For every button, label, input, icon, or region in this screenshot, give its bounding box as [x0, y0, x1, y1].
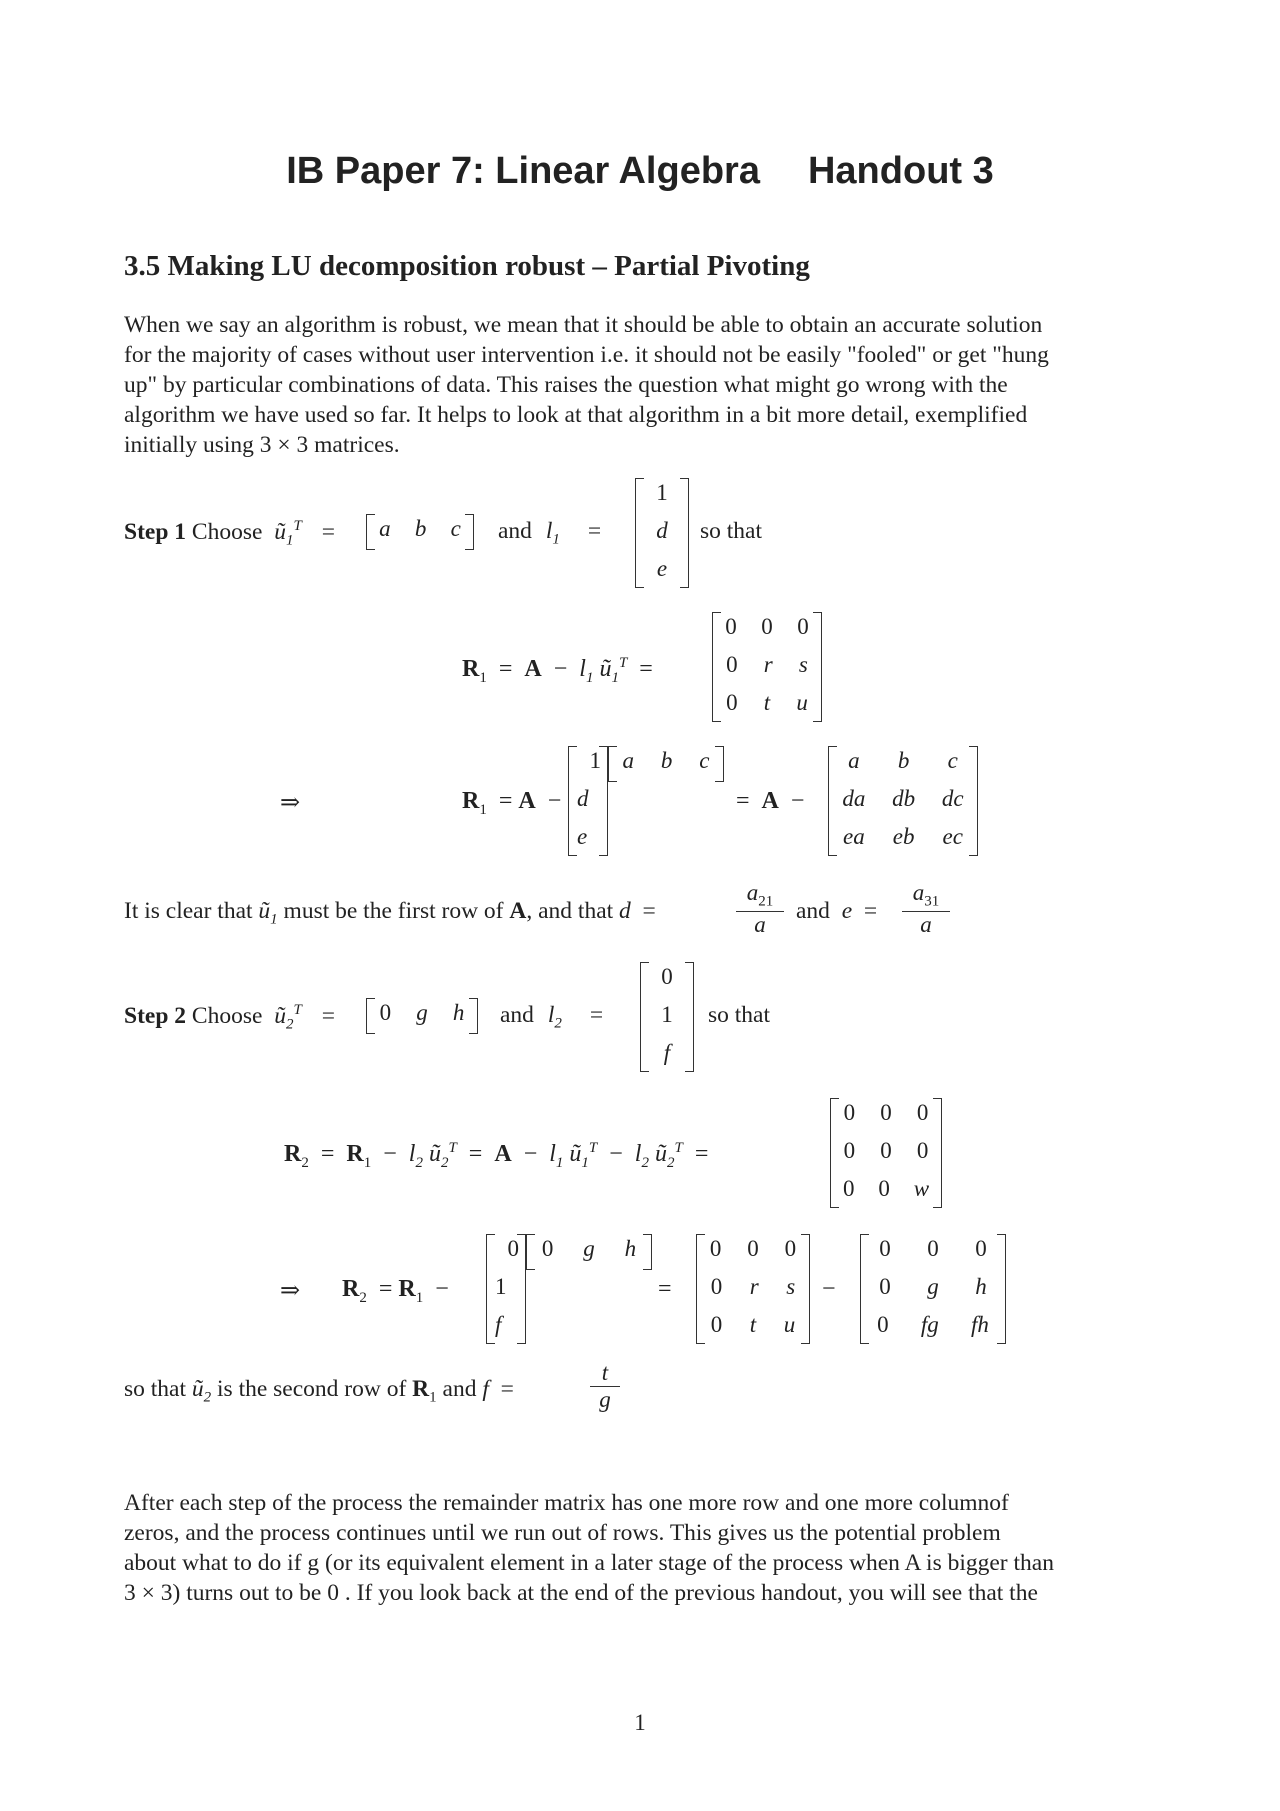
intro-line: algorithm we have used so far. It helps to look at that algorithm in a bit more detail, exemplified [124, 402, 1028, 428]
r1-product-matrix: a b c da db dc ea eb ec [828, 746, 978, 856]
step1-conclusion: It is clear that $ũ_1$ must be the first row of A, and that d = [124, 898, 656, 928]
r1-expand-row: a b c [608, 746, 724, 782]
closing-paragraph [124, 1488, 1164, 1608]
step1-l-col: 1 d e [635, 478, 689, 588]
step1-line: Step 1 Choose $ũ_1^T$ = [124, 518, 336, 549]
r2-rhs-a: 0 0 0 0 r s 0 t u [696, 1234, 810, 1344]
step2-and: and $l_2$ = [500, 1002, 604, 1032]
intro-line: initially using 3 × 3 matrices. [124, 432, 400, 458]
r2-matrix: 0 0 0 0 0 0 0 0 w [830, 1098, 942, 1208]
r1-matrix: 0 0 0 0 r s 0 t u [712, 612, 822, 722]
closing-line: 3 × 3) turns out to be 0 . If you look back at the end of the previous handout, you will see that the [124, 1580, 1038, 1606]
frac-e: $\frac{a_{31}}{a}$ [902, 880, 950, 938]
intro-line: up" by particular combinations of data. This raises the question what might go wrong with the [124, 372, 1008, 398]
closing-line: After each step of the process the remainder matrix has one more row and one more columnof [124, 1490, 1009, 1516]
step1-choose: Choose [191, 518, 263, 545]
step2-conclusion: so that $ũ_2$ is the second row of $R_1$ and f = [124, 1376, 514, 1406]
page-title [0, 150, 1280, 193]
r2-expand-row: 0 g h [526, 1234, 652, 1270]
closing-line: zeros, and the process continues until we run out of rows. This gives us the potential problem [124, 1520, 1001, 1546]
step2-line: Step 2 Choose $ũ_2^T$ = [124, 1002, 336, 1033]
page-number: 1 [634, 1710, 646, 1735]
intro-line: for the majority of cases without user intervention i.e. it should not be easily "fooled" or get "hung [124, 342, 1049, 368]
implies-arrow-1: ⇒ [280, 790, 301, 816]
step1-conclusion-e: and e = [796, 898, 878, 924]
intro-line: When we say an algorithm is robust, we mean that it should be able to obtain an accurate solution [124, 312, 1043, 338]
frac-d: $\frac{a_{21}}{a}$ [736, 880, 784, 938]
r2-equation: $R_2 = R_1 - l_2$ $ũ_2^T = A - l_1$ $ũ_1^T - l_2$ $ũ_2^T$ = [284, 1140, 709, 1171]
r1-expand-lhs: $R_1 = A$ − [462, 788, 562, 818]
closing-line: about what to do if g (or its equivalent element in a later stage of the process when A is bigger than [124, 1550, 1054, 1576]
step1-label: Step 1 [124, 518, 187, 545]
step2-choose: Choose [191, 1002, 263, 1029]
r2-minus: − [822, 1276, 836, 1302]
r1-expand-eq: = A − [736, 788, 805, 814]
title-text: IB Paper 7: Linear Algebra [286, 150, 760, 192]
step2-l-col: 0 1 f [640, 962, 694, 1072]
handout-label: Handout 3 [807, 150, 994, 192]
frac-f: $\frac{t}{g}$ [590, 1360, 620, 1413]
r1-expand-col: 1 d e [568, 746, 608, 856]
r2-rhs-b: 0 0 0 0 g h 0 fg fh [860, 1234, 1006, 1344]
step1-so-that: so that [700, 518, 763, 544]
step1-and: and $l_1$ = [498, 518, 602, 548]
r1-equation: $R_1 = A - l_1$ $ũ_1^T$ = [462, 655, 653, 686]
intro-paragraph [124, 310, 1164, 460]
step2-label: Step 2 [124, 1002, 187, 1029]
section-heading: 3.5 Making LU decomposition robust – Partial Pivoting [124, 250, 810, 282]
step1-u-row: a b c [366, 514, 474, 550]
r2-expand-col: 0 1 f [486, 1234, 526, 1344]
r2-expand-eq: = [658, 1276, 672, 1302]
step2-u-row: 0 g h [366, 998, 478, 1034]
implies-arrow-2: ⇒ [280, 1278, 301, 1304]
r2-expand-lhs: $R_2 = R_1$ − [342, 1276, 449, 1306]
step2-so-that: so that [708, 1002, 771, 1028]
